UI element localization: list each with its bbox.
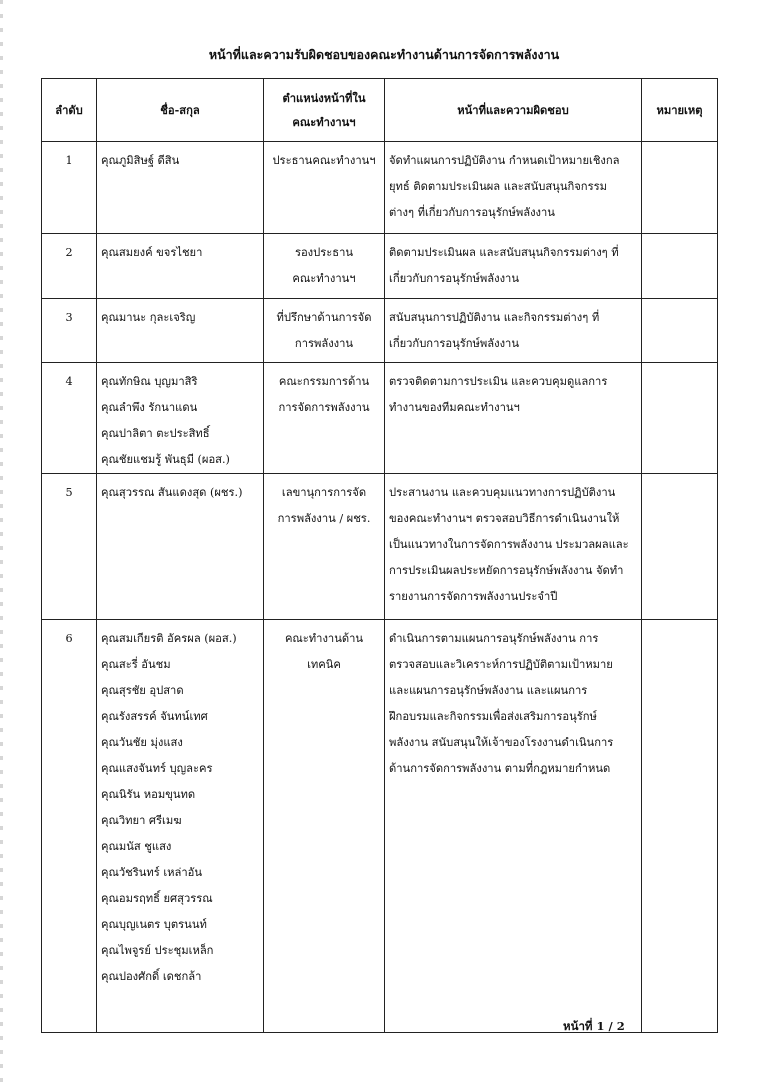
member-position-line: รองประธาน	[294, 246, 354, 259]
responsibility-table	[41, 78, 718, 1033]
header-duty: หน้าที่และความผิดชอบ	[385, 79, 642, 142]
row-number: 4	[42, 363, 97, 474]
member-names	[97, 363, 264, 474]
member-names-line: คุณไพจูรย์ ประชุมเหล็ก	[101, 944, 214, 957]
member-position-line: เทคนิค	[307, 658, 341, 671]
member-position	[264, 363, 385, 474]
table-row	[42, 620, 718, 1033]
header-position-line: ตำแหน่งหน้าที่ใน	[282, 91, 366, 105]
member-duty-line: ยุทธ์ ติดตามประเมินผล และสนับสนุนกิจกรรม	[389, 180, 607, 193]
member-position	[264, 142, 385, 234]
member-names-line: คุณวิทยา ศรีเมฆ	[101, 814, 182, 827]
member-duty-line: เกี่ยวกับการอนุรักษ์พลังงาน	[389, 337, 519, 350]
member-duty	[385, 620, 642, 1033]
header-remark: หมายเหตุ	[642, 79, 718, 142]
member-names-line: คุณชัยแชมรู้ พันธุมี (ผอส.)	[101, 453, 230, 466]
member-position-line: ประธานคณะทำงานฯ	[272, 154, 376, 167]
member-duty	[385, 474, 642, 620]
member-position-line: การจัดการพลังงาน	[278, 401, 370, 414]
member-duty-line: ด้านการจัดการพลังงาน ตามที่กฎหมายกำหนด	[389, 762, 611, 775]
member-duty-line: การประเมินผลประหยัดการอนุรักษ์พลังงาน จัดทำ	[389, 564, 624, 577]
member-duty-line: พลังงาน สนับสนุนให้เจ้าของโรงงานดำเนินการ	[389, 736, 614, 749]
member-duty-line: และแผนการอนุรักษ์พลังงาน และแผนการ	[389, 684, 588, 697]
member-position	[264, 234, 385, 299]
member-duty-line: ทำงานของทีมคณะทำงานฯ	[389, 401, 520, 414]
member-duty	[385, 234, 642, 299]
member-position-line: คณะทำงานฯ	[292, 272, 356, 285]
member-names-line: คุณสุวรรณ สันแดงสุด (ผชร.)	[101, 486, 243, 499]
header-position-line: คณะทำงานฯ	[292, 115, 356, 129]
member-duty-line: ตรวจติดตามการประเมิน และควบคุมดูแลการ	[389, 375, 608, 388]
member-position	[264, 474, 385, 620]
member-names	[97, 234, 264, 299]
header-name: ชื่อ-สกุล	[97, 79, 264, 142]
member-position	[264, 299, 385, 363]
member-position-line: เลขานุการการจัด	[281, 486, 367, 499]
member-duty-line: ดำเนินการตามแผนการอนุรักษ์พลังงาน การ	[389, 632, 599, 645]
member-names-line: คุณบุญเนตร บุตรนนท์	[101, 918, 207, 931]
table-row	[42, 234, 718, 299]
member-names-line: คุณภูมิสิษฐ์ ดีสิน	[101, 154, 180, 167]
table-header-row	[42, 79, 718, 142]
member-names-line: คุณรังสรรค์ จันทน์เทศ	[101, 710, 208, 723]
page-number: หน้าที่ 1 / 2	[563, 1019, 625, 1033]
member-duty-line: สนับสนุนการปฏิบัติงาน และกิจกรรมต่างๆ ที่	[389, 311, 600, 324]
member-duty	[385, 142, 642, 234]
remark-cell	[642, 299, 718, 363]
remark-cell	[642, 142, 718, 234]
member-position	[264, 620, 385, 1033]
member-names-line: คุณสมยงค์ ขจรไชยา	[101, 246, 203, 259]
header-no: ลำดับ	[42, 79, 97, 142]
row-number: 3	[42, 299, 97, 363]
member-position-line: ที่ปรึกษาด้านการจัด	[276, 311, 372, 324]
member-duty-line: ของคณะทำงานฯ ตรวจสอบวิธีการดำเนินงานให้	[389, 512, 620, 525]
table-row	[42, 299, 718, 363]
member-names-line: คุณลำพึง รักนาแดน	[101, 401, 198, 414]
member-duty-line: รายงานการจัดการพลังงานประจำปี	[389, 590, 558, 603]
row-number: 6	[42, 620, 97, 1033]
member-duty-line: ต่างๆ ที่เกี่ยวกับการอนุรักษ์พลังงาน	[389, 206, 555, 219]
member-names-line: คุณมานะ กุละเจริญ	[101, 311, 196, 324]
member-names-line: คุณวันชัย มุ่งแสง	[101, 736, 183, 749]
member-names-line: คุณสุรชัย อุปสาด	[101, 684, 184, 697]
row-number: 1	[42, 142, 97, 234]
member-duty-line: ฝึกอบรมและกิจกรรมเพื่อส่งเสริมการอนุรักษ์	[389, 710, 597, 723]
member-names-line: คุณมนัส ชูแสง	[101, 840, 172, 853]
remark-cell	[642, 363, 718, 474]
member-names	[97, 474, 264, 620]
table-row	[42, 363, 718, 474]
member-names-line: คุณอมรฤทธิ์ ยศสุวรรณ	[101, 892, 213, 905]
member-position-line: คณะกรรมการด้าน	[278, 375, 370, 388]
member-names-line: คุณสะรี่ อันชม	[101, 658, 171, 671]
remark-cell	[642, 234, 718, 299]
member-names-line: คุณแสงจันทร์ บุญละคร	[101, 762, 213, 775]
member-duty-line: ตรวจสอบและวิเคราะห์การปฏิบัติตามเป้าหมาย	[389, 658, 613, 671]
member-names-line: คุณสมเกียรติ อัครผล (ผอส.)	[101, 632, 237, 645]
member-position-line: คณะทำงานด้าน	[284, 632, 364, 645]
table-row	[42, 142, 718, 234]
member-duty	[385, 363, 642, 474]
member-names	[97, 620, 264, 1033]
row-number: 5	[42, 474, 97, 620]
member-names-line: คุณวัชรินทร์ เหล่าอัน	[101, 866, 203, 879]
table-row	[42, 474, 718, 620]
member-duty-line: จัดทำแผนการปฏิบัติงาน กำหนดเป้าหมายเชิงกล	[389, 154, 620, 167]
document-title: หน้าที่และความรับผิดชอบของคณะทำงานด้านการจัดการพลังงาน	[208, 47, 560, 62]
member-position-line: การพลังงาน	[294, 337, 354, 350]
member-names-line: คุณนิรัน หอมขุนทด	[101, 788, 196, 801]
member-names	[97, 142, 264, 234]
member-names	[97, 299, 264, 363]
header-position	[264, 79, 385, 142]
scan-edge	[0, 0, 3, 1086]
member-names-line: คุณปาลิตา ตะประสิทธิ์	[101, 427, 210, 440]
remark-cell	[642, 474, 718, 620]
member-duty-line: ประสานงาน และควบคุมแนวทางการปฏิบัติงาน	[389, 486, 616, 499]
member-position-line: การพลังงาน / ผชร.	[277, 512, 371, 525]
member-names-line: คุณทักษิณ บุญมาสิริ	[101, 375, 198, 388]
remark-cell	[642, 620, 718, 1033]
row-number: 2	[42, 234, 97, 299]
member-duty-line: เกี่ยวกับการอนุรักษ์พลังงาน	[389, 272, 519, 285]
member-names-line: คุณปองศักดิ์ เดชกล้า	[101, 970, 202, 983]
member-duty	[385, 299, 642, 363]
member-duty-line: เป็นแนวทางในการจัดการพลังงาน ประมวลผลและ	[389, 538, 629, 551]
member-duty-line: ติดตามประเมินผล และสนับสนุนกิจกรรมต่างๆ ที่	[389, 246, 619, 259]
